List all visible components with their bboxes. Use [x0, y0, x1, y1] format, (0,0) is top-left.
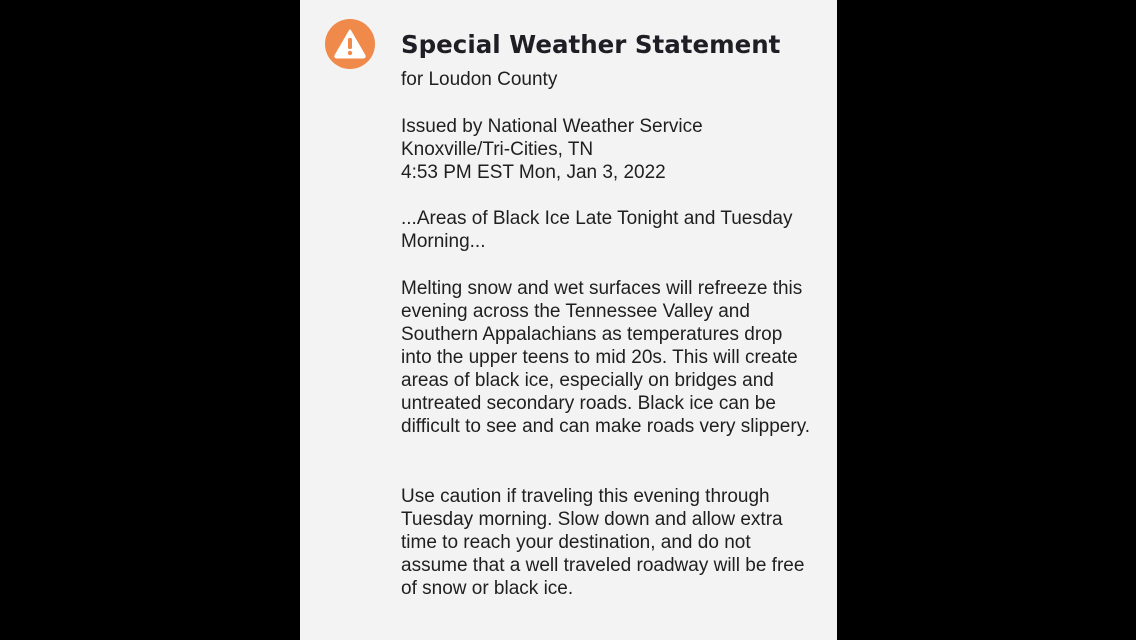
alert-county: for Loudon County — [401, 69, 558, 90]
issued-time: 4:53 PM EST Mon, Jan 3, 2022 — [401, 162, 666, 183]
office-line: Knoxville/Tri-Cities, TN — [401, 139, 594, 160]
alert-detail-panel[interactable] — [300, 0, 837, 640]
warning-triangle-icon — [325, 19, 375, 69]
alert-title: Special Weather Statement — [401, 30, 781, 59]
issued-info — [401, 115, 703, 184]
statement-headline: ...Areas of Black Ice Late Tonight and Tuesday Morning... — [401, 208, 793, 252]
statement-paragraph: Use caution if traveling this evening through Tuesday morning. Slow down and allow extra time to reach your destination, and do not assume that a well traveled roadway will be free of snow or black ice. — [401, 486, 805, 599]
statement-paragraph: Melting snow and wet surfaces will refreeze this evening across the Tennessee Valley and Southern Appalachians as temperatures drop into the upper teens to mid 20s. This will create areas of black ice, especially on bridges and untreated secondary roads. Black ice can be difficult to see and can make roads very slippery. — [401, 278, 811, 437]
issuer-line: Issued by National Weather Service — [401, 116, 703, 137]
